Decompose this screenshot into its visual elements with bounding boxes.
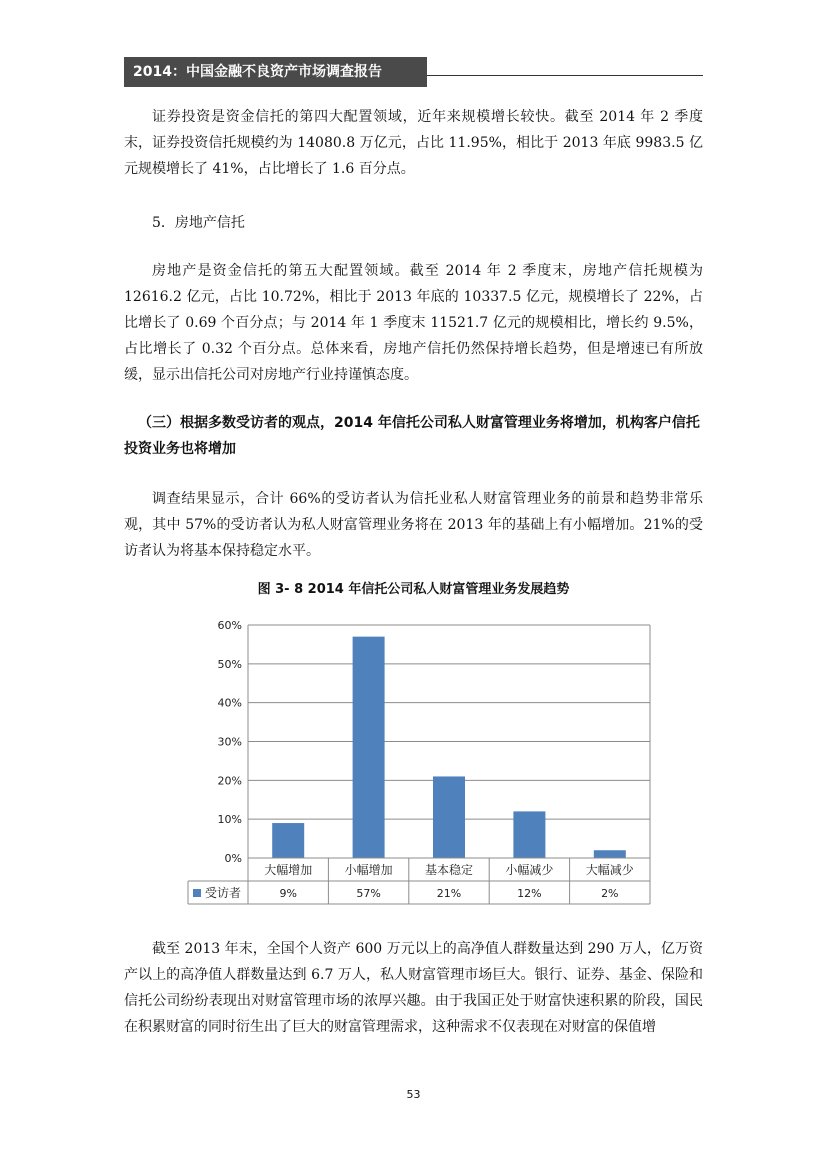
value-label: 57% (356, 887, 381, 900)
paragraph-securities: 证券投资是资金信托的第四大配置领域，近年来规模增长较快。截至 2014 年 2 季度末，证券投资信托规模约为 14080.8 万亿元，占比 11.95%，相比于 2013 年底 9983.5 亿元规模增长了 41%，占比增长了 1.6 百分点。 (124, 109, 703, 177)
subheading-real-estate: 5．房地产信托 (152, 215, 245, 231)
y-tick-label: 60% (217, 619, 242, 632)
section-heading: （三）根据多数受访者的观点，2014 年信托公司私人财富管理业务将增加，机构客户信托投资业务也将增加 (124, 415, 700, 457)
category-label: 小幅减少 (505, 863, 554, 877)
legend-key (193, 889, 201, 897)
legend-label: 受访者 (205, 886, 242, 900)
bar-2 (353, 637, 385, 858)
bar-5 (594, 850, 626, 858)
value-label: 2% (601, 887, 619, 900)
value-label: 9% (279, 887, 297, 900)
y-tick-label: 0% (224, 852, 242, 865)
paragraph-survey: 调查结果显示，合计 66%的受访者认为信托业私人财富管理业务的前景和趋势非常乐观，其中 57%的受访者认为私人财富管理业务将在 2013 年的基础上有小幅增加。21%的受访者认为将基本保持稳定水平。 (124, 491, 703, 559)
y-tick-label: 50% (217, 657, 242, 671)
value-label: 12% (517, 887, 542, 900)
bar-chart (180, 610, 660, 910)
y-tick-label: 40% (217, 696, 242, 710)
chart-caption: 图 3- 8 2014 年信托公司私人财富管理业务发展趋势 (257, 582, 570, 597)
category-label: 大幅增加 (264, 863, 313, 877)
y-tick-label: 20% (217, 774, 242, 788)
page-number: 53 (406, 1088, 421, 1101)
header-rule (427, 75, 703, 76)
category-label: 大幅减少 (585, 863, 634, 877)
category-label: 小幅增加 (344, 863, 393, 877)
bar-4 (513, 811, 545, 858)
bar-3 (433, 776, 465, 858)
bar-1 (272, 823, 304, 858)
paragraph-real-estate: 房地产是资金信托的第五大配置领域。截至 2014 年 2 季度末，房地产信托规模为 12616.2 亿元，占比 10.72%，相比于 2013 年底的 10337.5 亿元，规模增长了 22%，占比增长了 0.69 个百分点；与 2014 年 1 季度末 11521.7 亿元的规模相比，增长约 9.5%，占比增长了 0.32 个百分点。总体来看，房地产信托仍然保持增长趋势，但是增速已有所放缓，显示出信托公司对房地产行业持谨慎态度。 (124, 263, 703, 383)
value-label: 21% (436, 887, 462, 900)
y-tick-label: 10% (217, 813, 242, 827)
paragraph-wealth: 截至 2013 年末，全国个人资产 600 万元以上的高净值人群数量达到 290 万人，亿万资产以上的高净值人群数量达到 6.7 万人，私人财富管理市场巨大。银行、证券、基金、保险和信托公司纷纷表现出对财富管理市场的浓厚兴趣。由于我国正处于财富快速积累的阶段，国民在积累财富的同时衍生出了巨大的财富管理需求，这种需求不仅表现在对财富的保值增 (124, 941, 703, 1035)
running-header: 2014：中国金融不良资产市场调查报告 (124, 57, 427, 87)
category-label: 基本稳定 (424, 863, 474, 877)
y-tick-label: 30% (217, 735, 242, 749)
